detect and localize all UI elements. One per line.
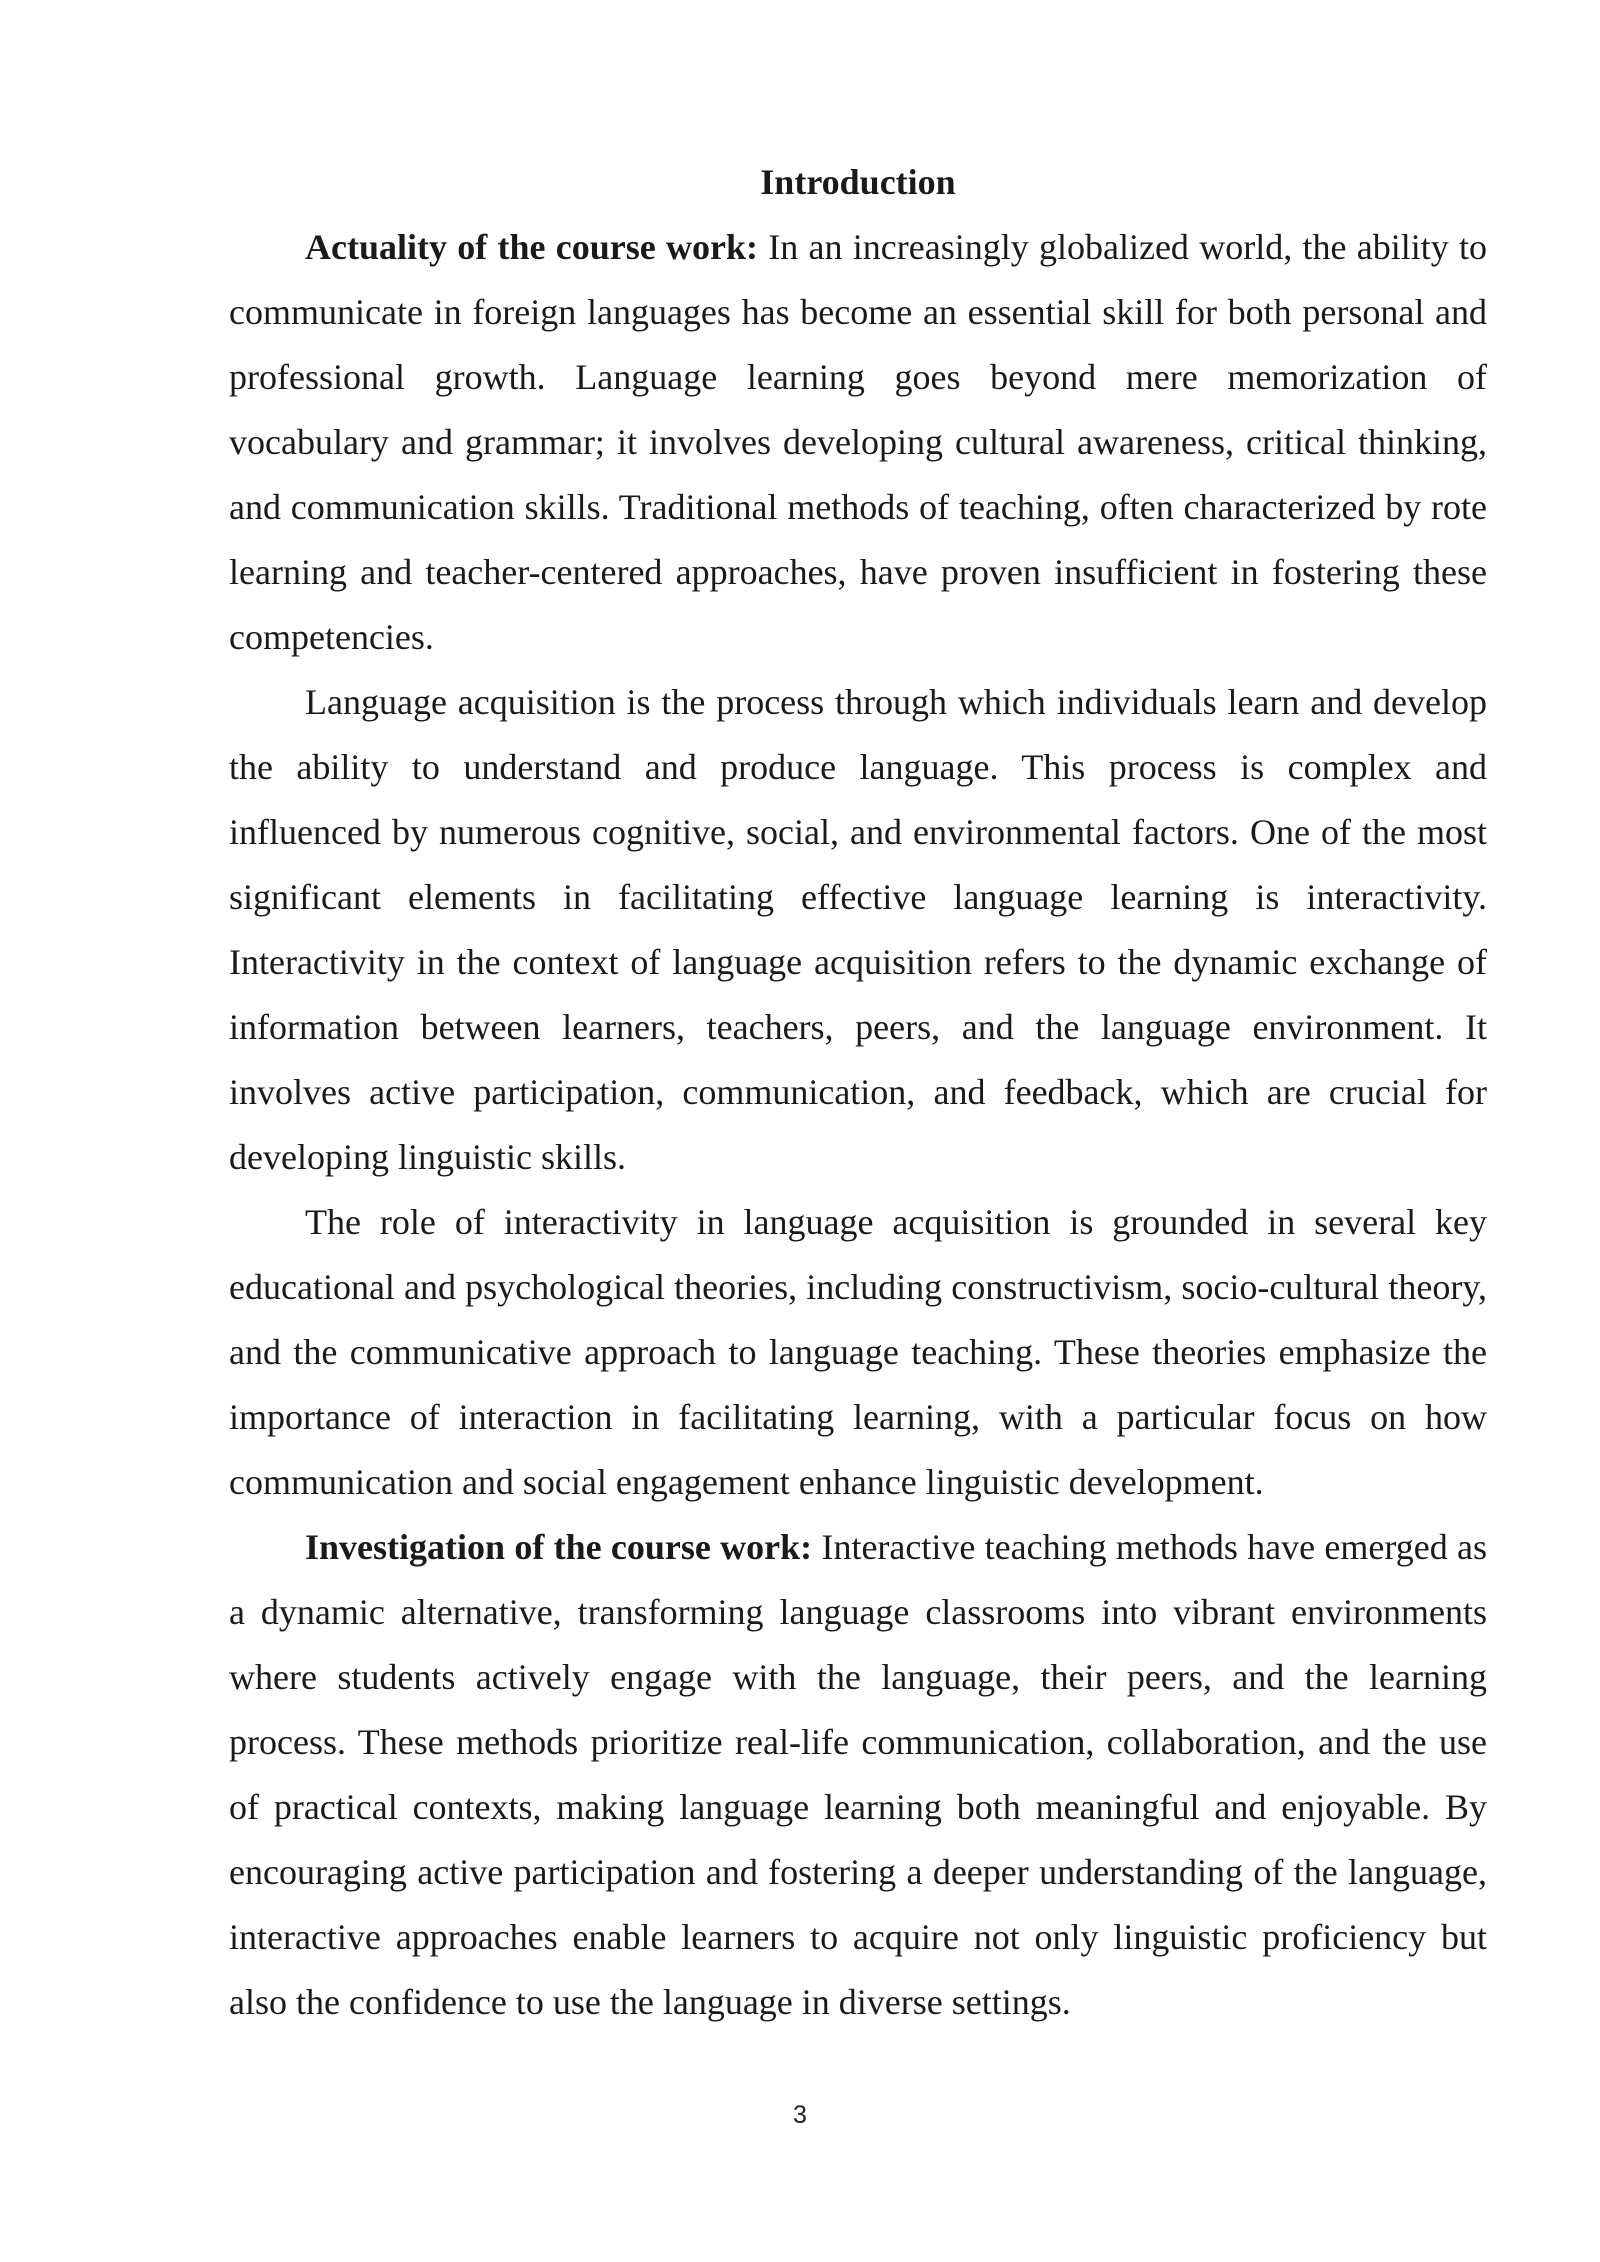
page-title: Introduction xyxy=(760,162,956,202)
paragraph-language-acquisition xyxy=(229,670,1487,1190)
paragraph-investigation xyxy=(229,1515,1487,2035)
paragraph-text-role-of-interactivity: The role of interactivity in language acquisition is grounded in several key educational and psychological theories, including constructivism, socio-cultural theory, and the communicative approach to language teaching. These theories emphasize the importance of interaction in facilitating learning, with a particular focus on how communication and social engagement enhance linguistic development. xyxy=(229,1202,1487,1502)
page-number: 3 xyxy=(793,2101,807,2129)
paragraph-text-actuality: In an increasingly globalized world, the ability to communicate in foreign languages has become an essential skill for both personal and professional growth. Language learning goes beyond mere memorization of vocabulary and grammar; it involves developing cultural awareness, critical thinking, and communication skills. Traditional methods of teaching, often characterized by rote learning and teacher-centered approaches, have proven insufficient in fostering these competencies. xyxy=(229,227,1487,657)
paragraph-text-investigation: Interactive teaching methods have emerged as a dynamic alternative, transforming language classrooms into vibrant environments where students actively engage with the language, their peers, and the learning process. These methods prioritize real-life communication, collaboration, and the use of practical contexts, making language learning both meaningful and enjoyable. By encouraging active participation and fostering a deeper understanding of the language, interactive approaches enable learners to acquire not only linguistic proficiency but also the confidence to use the language in diverse settings. xyxy=(229,1527,1487,2022)
paragraph-actuality xyxy=(229,215,1487,670)
paragraph-role-of-interactivity xyxy=(229,1190,1487,1515)
paragraph-text-language-acquisition: Language acquisition is the process through which individuals learn and develop the ability to understand and produce language. This process is complex and influenced by numerous cognitive, social, and environmental factors. One of the most significant elements in facilitating effective language learning is interactivity. Interactivity in the context of language acquisition refers to the dynamic exchange of information between learners, teachers, peers, and the language environment. It involves active participation, communication, and feedback, which are crucial for developing linguistic skills. xyxy=(229,682,1487,1177)
paragraph-lead-investigation: Investigation of the course work: xyxy=(305,1527,813,1567)
page-body xyxy=(229,150,1487,2035)
paragraph-lead-actuality: Actuality of the course work: xyxy=(305,227,758,267)
